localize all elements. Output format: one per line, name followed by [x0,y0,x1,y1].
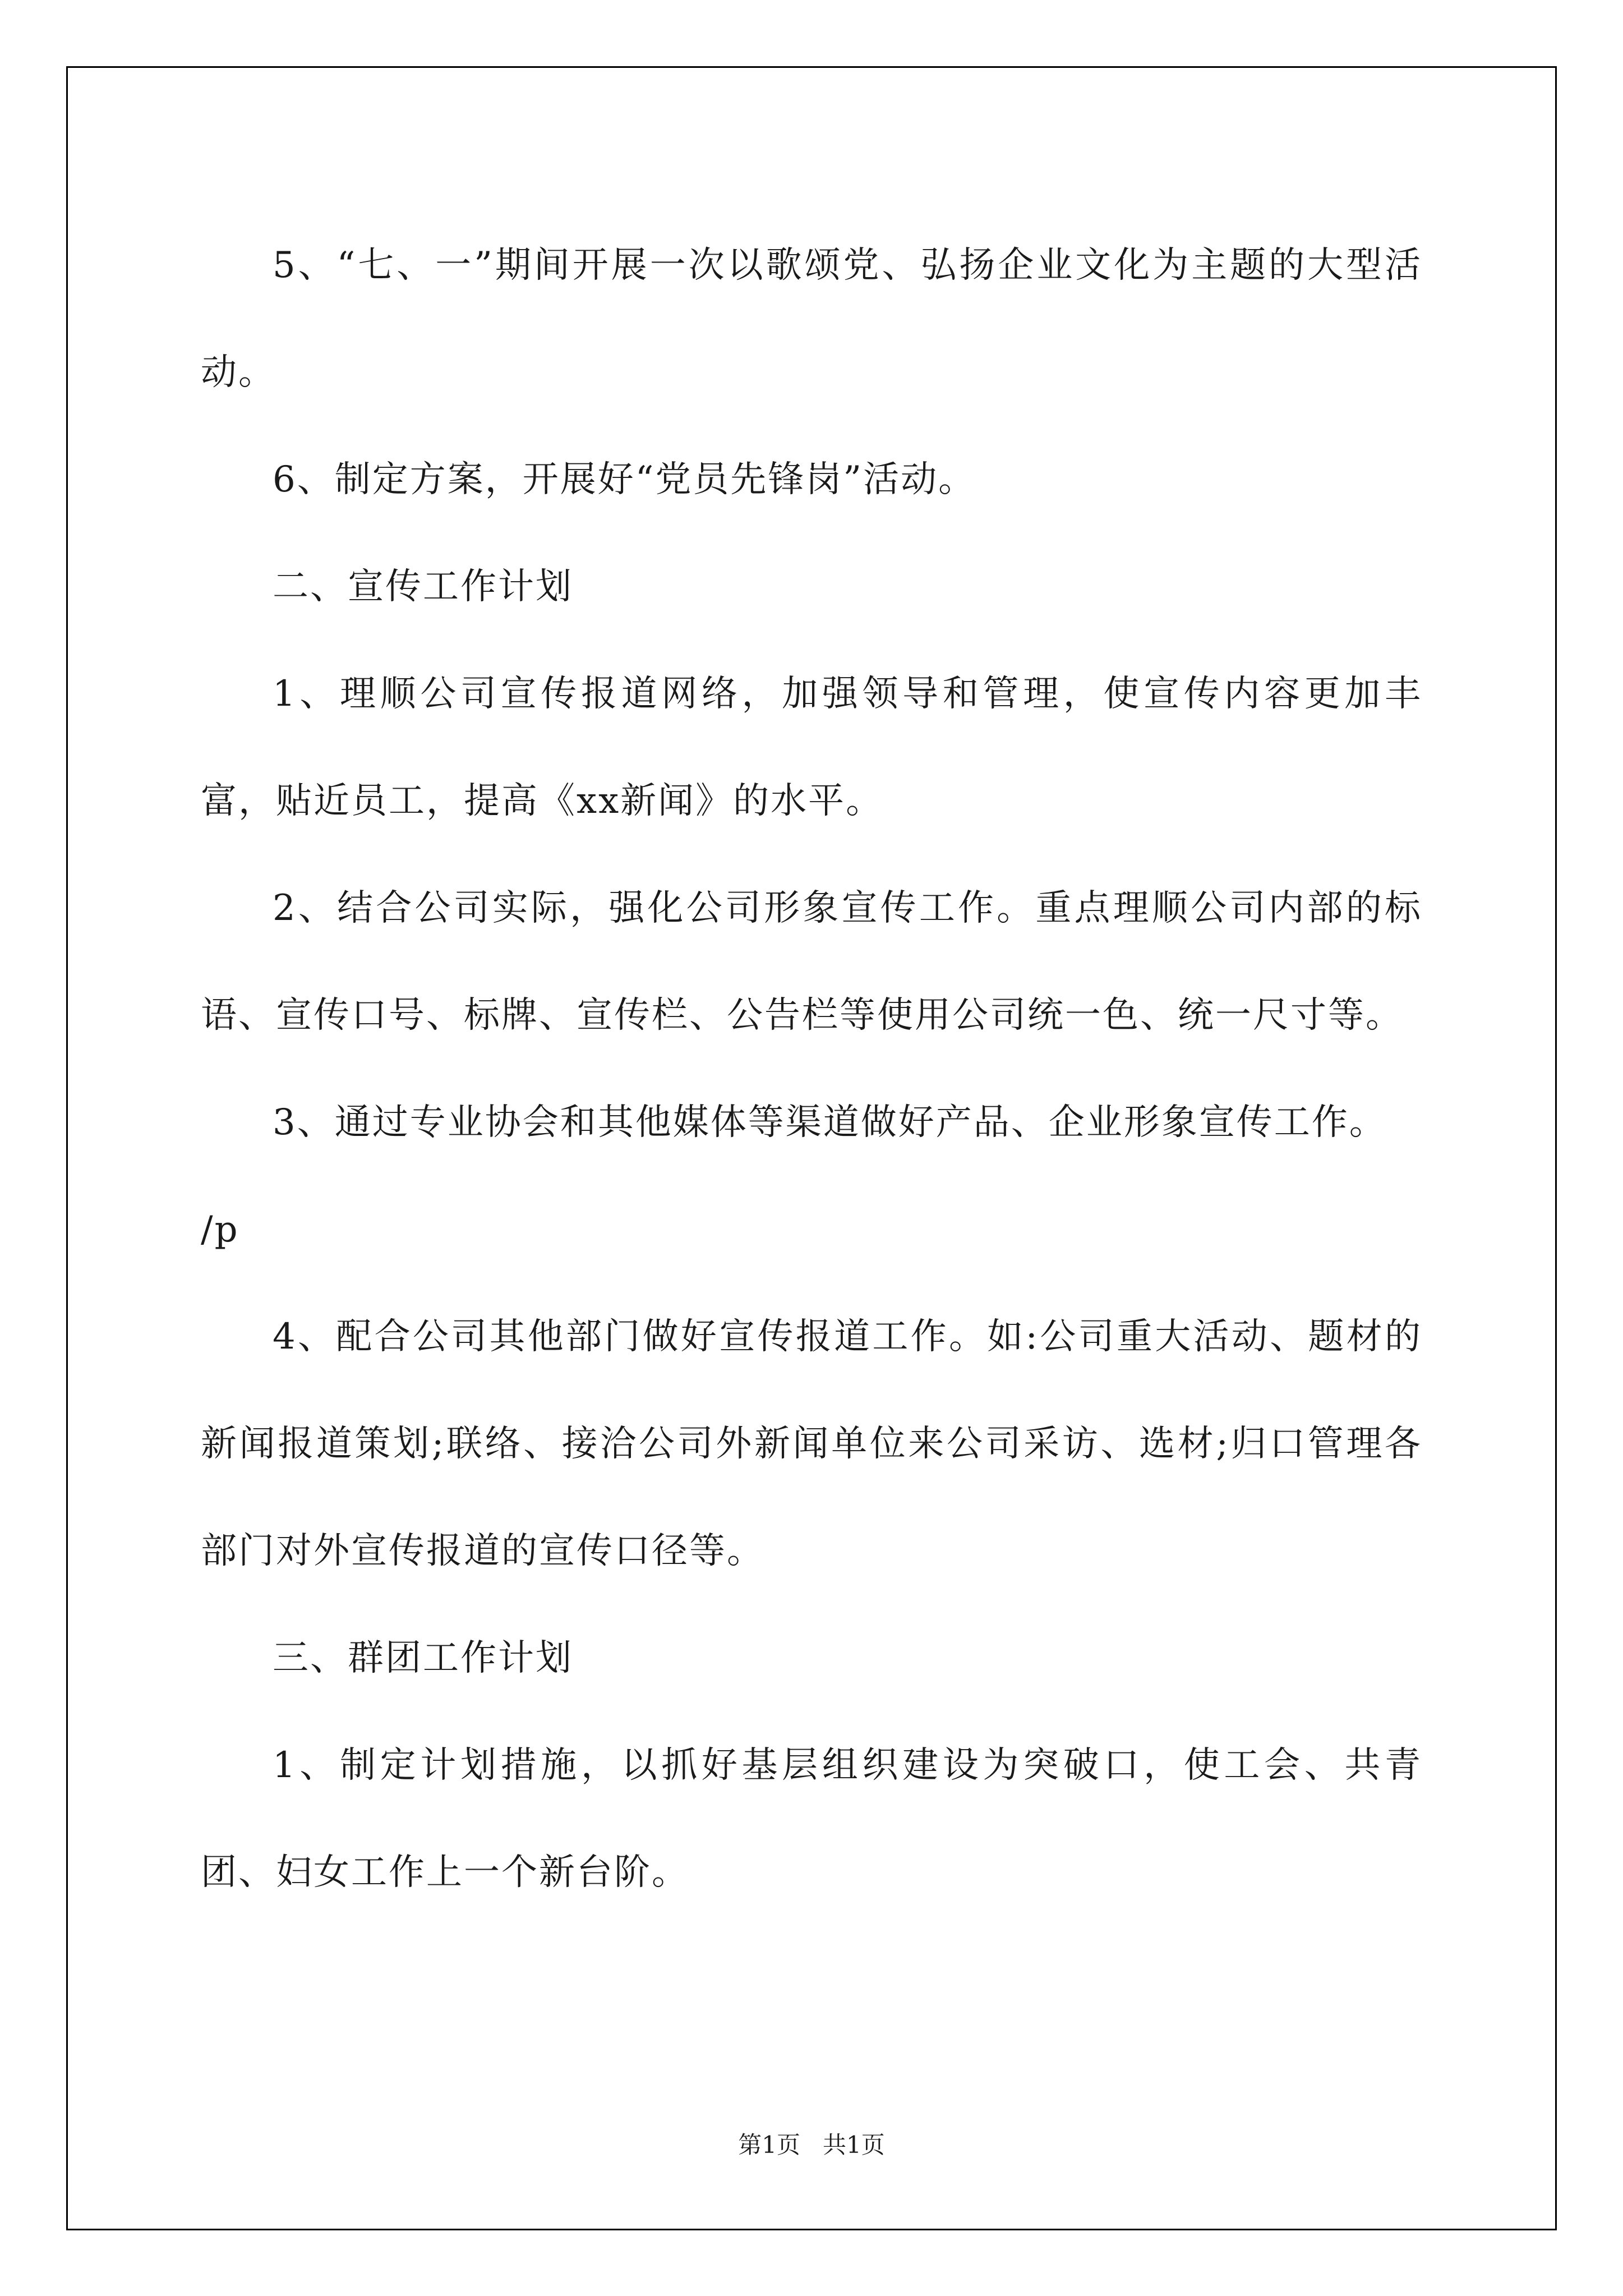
stray-tag-text: /p [201,1209,239,1250]
section-heading-mass-org: 三、群团工作计划 [273,1637,573,1679]
paragraph-publicity-4: 4、配合公司其他部门做好宣传报道工作。如:公司重大活动、题材的新闻报道策划;联络、接洽公司外新闻单位来公司采访、选材;归口管理各部门对外宣传报道的宣传口径等。 [201,1316,1422,1572]
paragraph-mass-org-1: 1、制定计划措施，以抓好基层组织建设为突破口，使工会、共青团、妇女工作上一个新台阶。 [201,1745,1422,1893]
page-footer [0,2128,1623,2162]
paragraph-item-6: 6、制定方案，开展好“党员先锋岗”活动。 [273,459,976,500]
paragraph-publicity-1: 1、理顺公司宣传报道网络，加强领导和管理，使宣传内容更加丰富，贴近员工，提高《xx新闻》的水平。 [201,673,1422,822]
section-heading-publicity: 二、宣传工作计划 [273,566,573,608]
paragraph-publicity-2: 2、结合公司实际，强化公司形象宣传工作。重点理顺公司内部的标语、宣传口号、标牌、宣传栏、公告栏等使用公司统一色、统一尺寸等。 [201,887,1422,1036]
page-total: 共1页 [823,2131,885,2159]
paragraph-publicity-3: 3、通过专业协会和其他媒体等渠道做好产品、企业形象宣传工作。 [273,1102,1387,1143]
document-body [201,212,1422,1926]
page-number: 第1页 [738,2131,800,2159]
paragraph-item-5: 5、“七、一”期间开展一次以歌颂党、弘扬企业文化为主题的大型活动。 [201,245,1422,393]
